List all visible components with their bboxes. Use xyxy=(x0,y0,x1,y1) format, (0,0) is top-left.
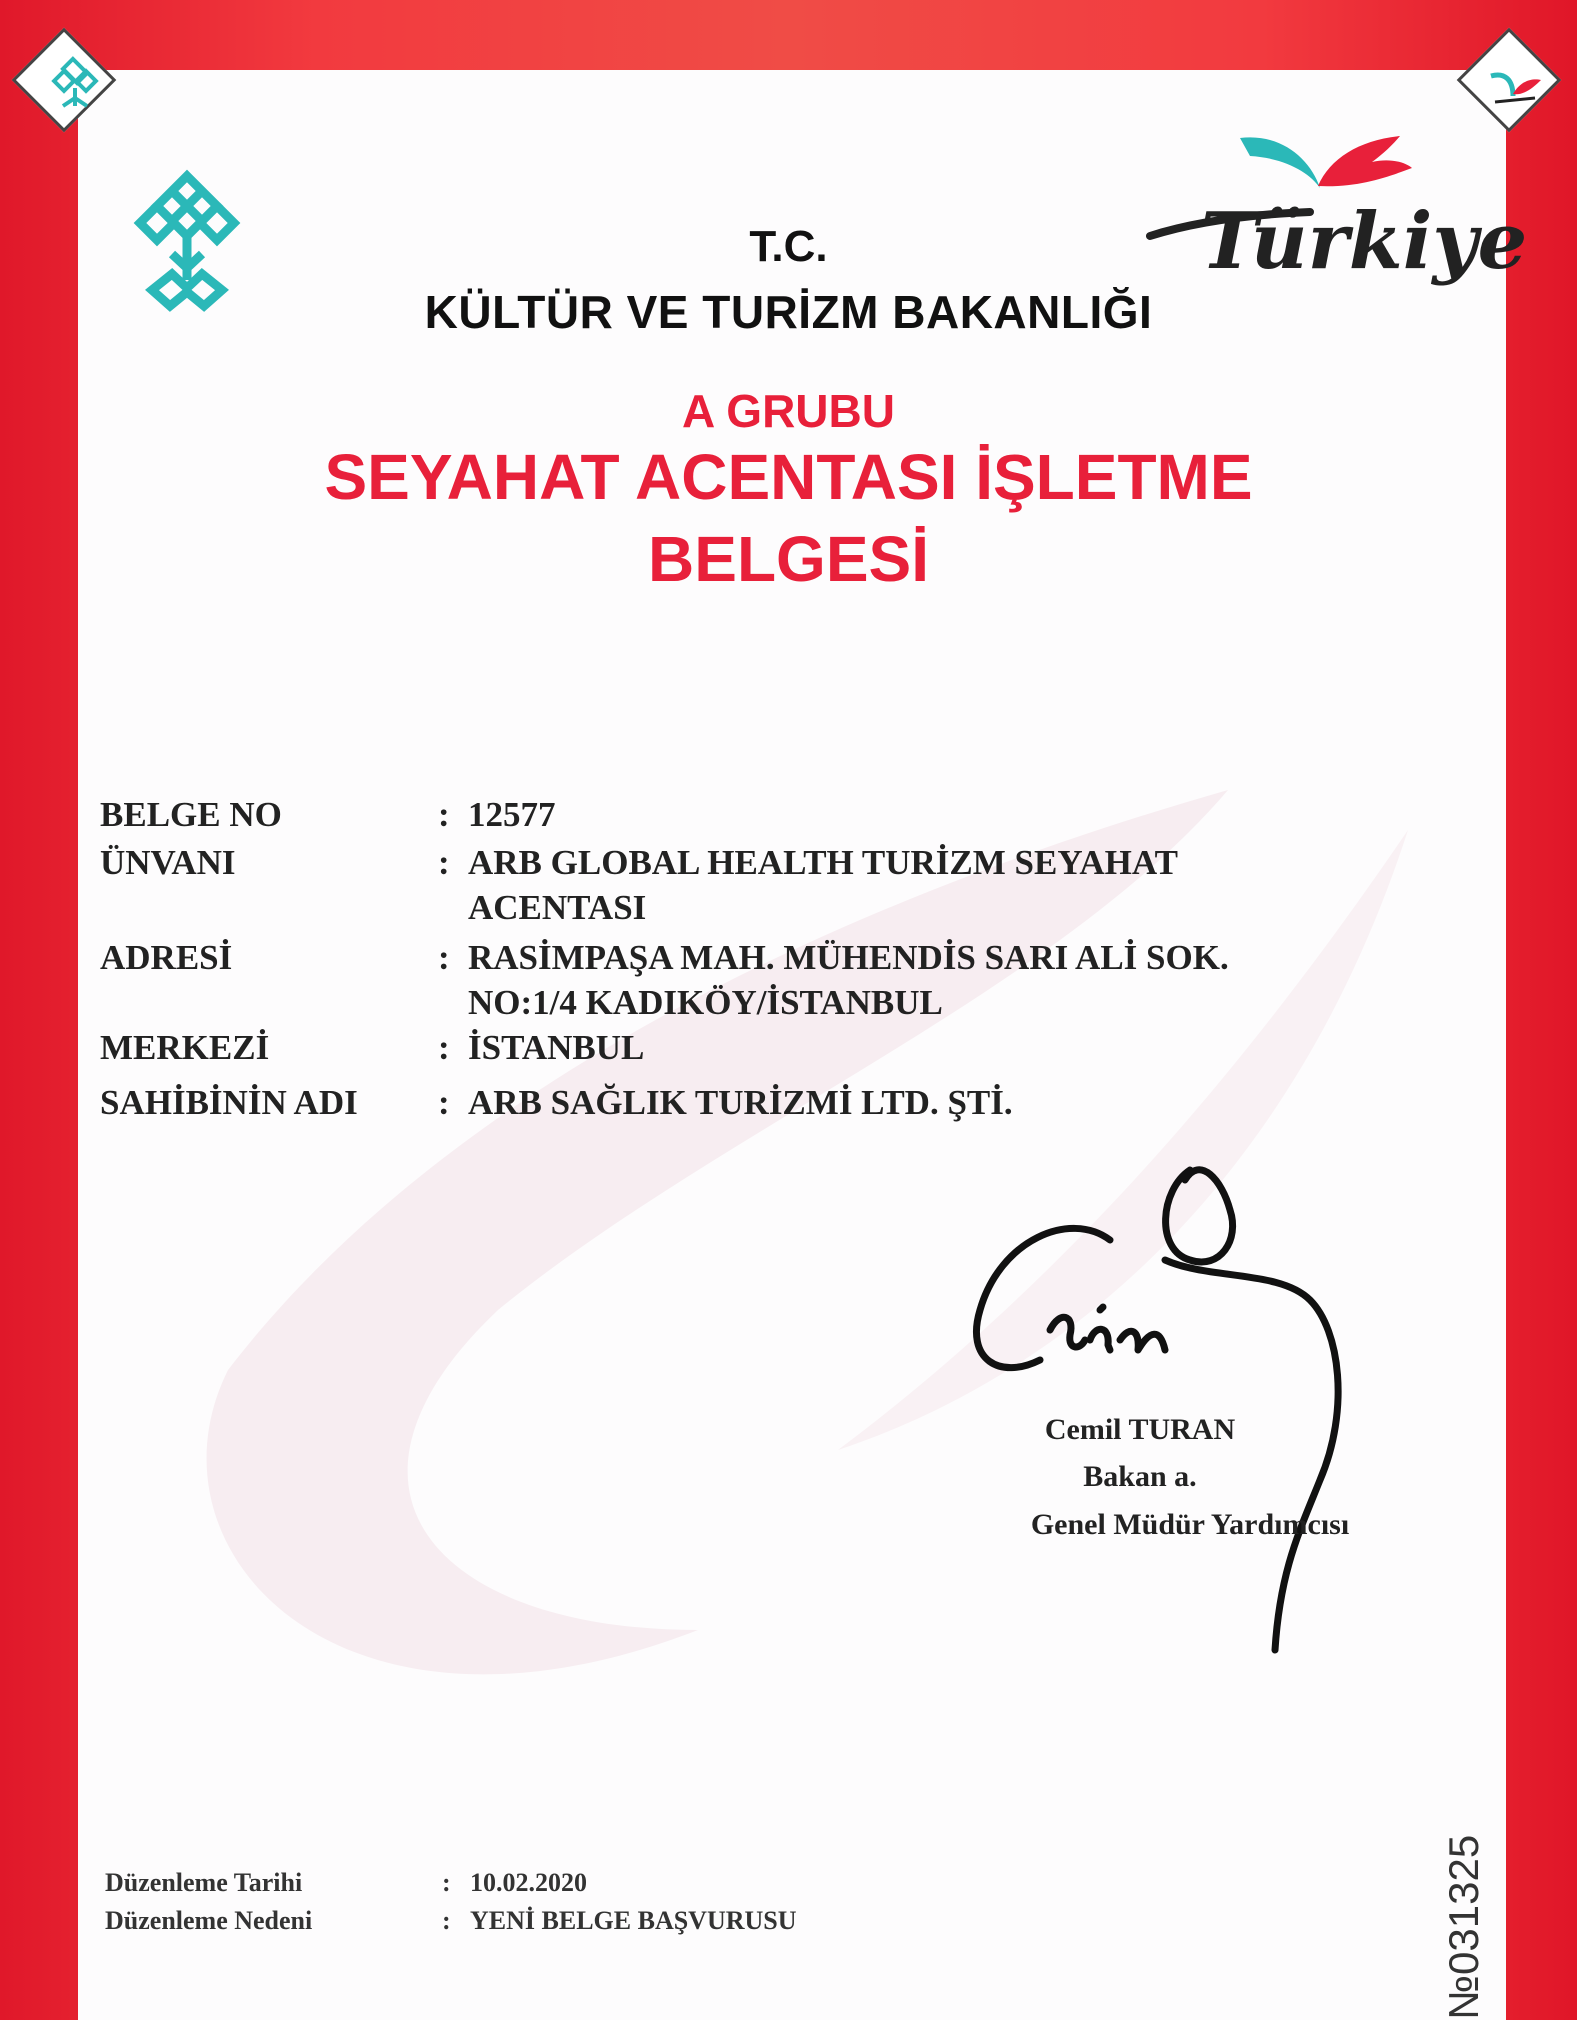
signatory-role-line: Bakan a. xyxy=(1083,1460,1197,1493)
signatory-title: Genel Müdür Yardımcısı xyxy=(1030,1508,1350,1541)
field-value-unvani: ARB GLOBAL HEALTH TURİZM SEYAHAT xyxy=(468,843,1178,882)
field-value-merkezi: İSTANBUL xyxy=(468,1028,645,1067)
field-label-belge-no: BELGE NO xyxy=(100,795,282,834)
field-label-merkezi: MERKEZİ xyxy=(100,1028,270,1067)
field-value-adresi: RASİMPAŞA MAH. MÜHENDİS SARI ALİ SOK. xyxy=(468,938,1229,977)
field-colon: : xyxy=(438,938,450,977)
footer-date-label: Düzenleme Tarihi xyxy=(105,1868,303,1897)
footer-reason-value: YENİ BELGE BAŞVURUSU xyxy=(470,1906,797,1935)
background-swoosh-watermark xyxy=(78,70,1506,2020)
footer-colon: : xyxy=(442,1868,451,1897)
field-value-unvani-line2: ACENTASI xyxy=(468,888,647,927)
certificate-title-line1: SEYAHAT ACENTASI İŞLETME xyxy=(324,441,1253,513)
field-colon: : xyxy=(438,1083,450,1122)
serial-number: №031325 xyxy=(1440,1834,1487,2020)
field-colon: : xyxy=(438,843,450,882)
corner-tulip-icon xyxy=(1485,58,1545,118)
state-abbreviation: T.C. xyxy=(749,222,828,271)
certificate-paper xyxy=(78,70,1506,2020)
footer-date-value: 10.02.2020 xyxy=(470,1868,587,1897)
footer-colon: : xyxy=(442,1906,451,1935)
footer-reason-label: Düzenleme Nedeni xyxy=(105,1906,313,1935)
field-label-sahibinin-adi: SAHİBİNİN ADI xyxy=(100,1083,358,1122)
handwritten-signature xyxy=(960,1150,1380,1670)
signatory-name: Cemil TURAN xyxy=(1044,1413,1236,1446)
turkiye-logo-text: Türkiye xyxy=(1200,196,1528,287)
field-colon: : xyxy=(438,795,450,834)
field-label-adresi: ADRESİ xyxy=(100,938,233,977)
corner-knot-icon xyxy=(45,58,105,118)
certificate-title-line2: BELGESİ xyxy=(648,523,929,595)
turkiye-tulip-logo xyxy=(1140,128,1528,308)
group-label: A GRUBU xyxy=(682,385,895,437)
field-value-belge-no: 12577 xyxy=(468,795,556,834)
field-label-unvani: ÜNVANI xyxy=(100,843,236,882)
field-value-adresi-line2: NO:1/4 KADIKÖY/İSTANBUL xyxy=(468,983,943,1022)
ministry-name: KÜLTÜR VE TURİZM BAKANLIĞI xyxy=(424,286,1153,338)
field-colon: : xyxy=(438,1028,450,1067)
field-value-sahibinin-adi: ARB SAĞLIK TURİZMİ LTD. ŞTİ. xyxy=(468,1083,1013,1122)
